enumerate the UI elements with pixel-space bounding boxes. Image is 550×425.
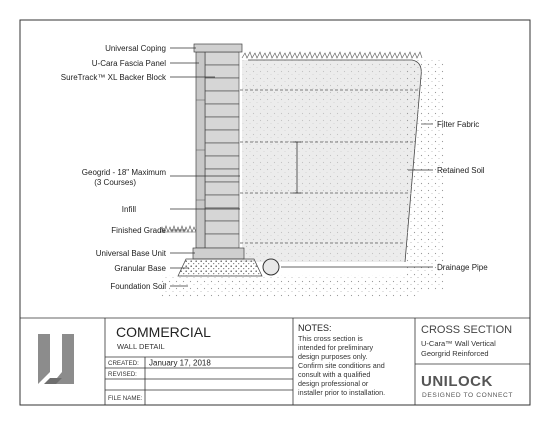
label-fascia-panel: U-Cara Fascia Panel <box>91 59 166 68</box>
notes-line: This cross section is <box>298 334 363 343</box>
section-line: U-Cara™ Wall Vertical <box>421 339 496 348</box>
label-geogrid: Geogrid - 18" Maximum <box>81 168 166 177</box>
file-name-label: FILE NAME: <box>108 395 143 402</box>
created-date: January 17, 2018 <box>149 358 211 368</box>
label-finished-grade: Finished Grade <box>111 226 166 235</box>
section-line: Georgrid Reinforced <box>421 349 489 358</box>
brand-wordmark: UNILOCK <box>421 373 493 390</box>
notes-line: consult with a qualified <box>298 370 371 379</box>
label-granular-base: Granular Base <box>114 264 166 273</box>
label-universal-coping: Universal Coping <box>105 44 166 53</box>
label-filter-fabric: Filter Fabric <box>437 120 480 129</box>
notes-line: design purposes only. <box>298 352 368 361</box>
label-geogrid-courses: (3 Courses) <box>94 178 136 187</box>
revised-label: REVISED: <box>108 371 137 378</box>
section-title: CROSS SECTION <box>421 324 513 336</box>
label-retained-soil: Retained Soil <box>437 166 485 175</box>
brand-tagline: DESIGNED TO CONNECT <box>422 392 514 399</box>
label-universal-base-unit: Universal Base Unit <box>95 249 166 258</box>
project-subtitle: WALL DETAIL <box>117 342 165 351</box>
universal-base-unit <box>193 248 244 259</box>
notes-line: installer prior to installation. <box>298 388 386 397</box>
label-infill: Infill <box>121 205 136 214</box>
created-label: CREATED: <box>108 360 139 367</box>
granular-base <box>178 259 262 276</box>
label-backer-block: SureTrack™ XL Backer Block <box>60 73 166 82</box>
project-name: COMMERCIAL <box>116 324 211 340</box>
top-grass <box>242 52 422 58</box>
notes-title: NOTES: <box>298 323 332 333</box>
notes-line: design professional or <box>298 379 369 388</box>
notes-line: intended for preliminary <box>298 343 374 352</box>
universal-coping <box>194 44 242 52</box>
notes-line: Confirm site conditions and <box>298 361 385 370</box>
drainage-pipe <box>263 259 279 275</box>
unilock-logo-mark <box>38 334 74 384</box>
label-foundation-soil: Foundation Soil <box>110 282 166 291</box>
backer-blocks <box>205 52 239 248</box>
label-drainage-pipe: Drainage Pipe <box>437 263 488 272</box>
